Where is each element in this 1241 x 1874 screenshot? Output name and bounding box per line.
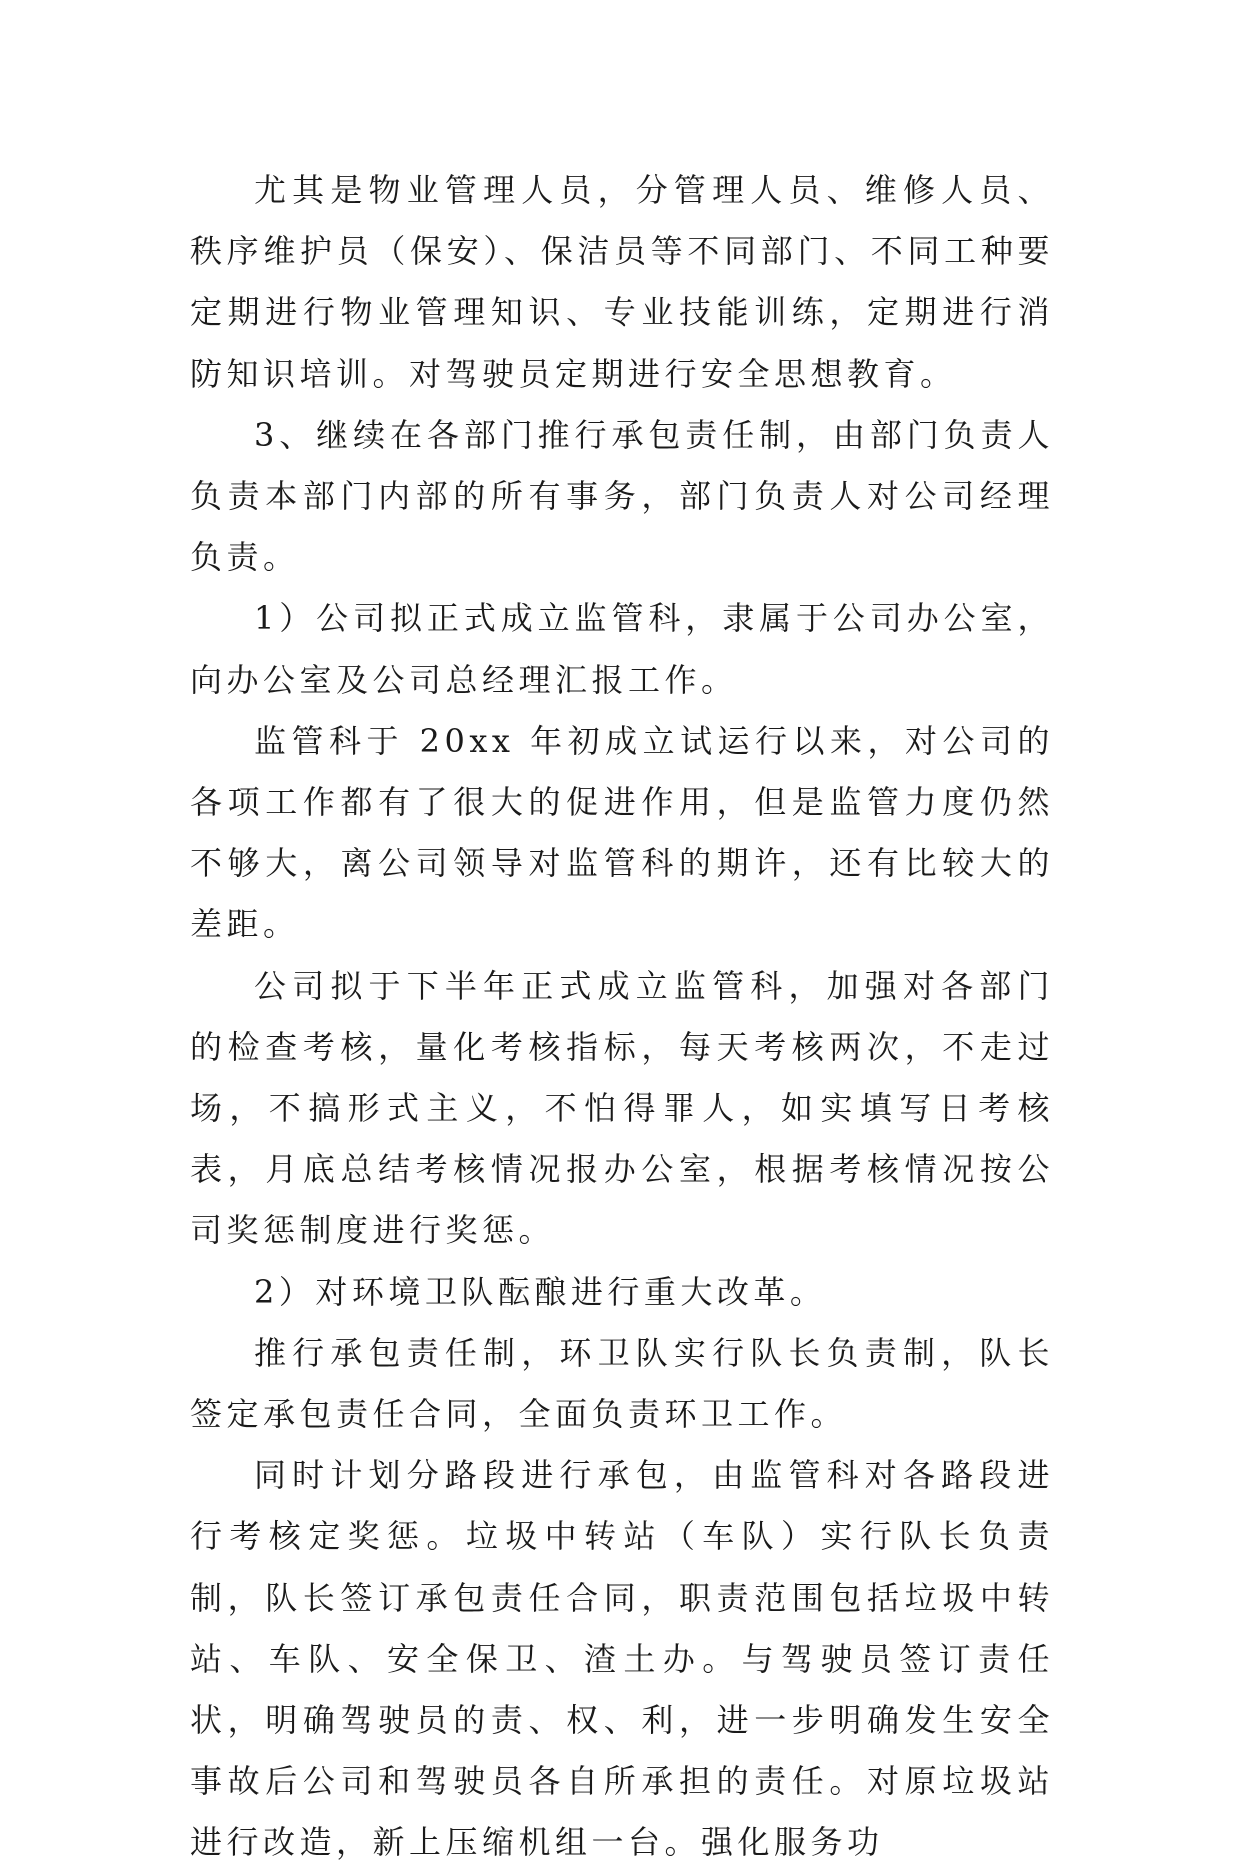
paragraph-sanitation-contract: 推行承包责任制，环卫队实行队长负责制，队长签定承包责任合同，全面负责环卫工作。 xyxy=(190,1333,1054,1434)
paragraph-supervision-dept: 1）公司拟正式成立监管科，隶属于公司办公室，向办公室及公司总经理汇报工作。 xyxy=(190,599,1054,699)
document-body xyxy=(190,160,1054,1874)
paragraph-supervision-plan: 公司拟于下半年正式成立监管科，加强对各部门的检查考核，量化考核指标，每天考核两次，不走过场，不搞形式主义，不怕得罪人，如实填写日考核表，月底总结考核情况报办公室，根据考核情况按公司奖惩制度进行奖惩。 xyxy=(190,966,1054,1250)
paragraph-sanitation-reform: 2）对环境卫队酝酿进行重大改革。 xyxy=(254,1272,827,1311)
paragraph-responsibility-system: 3、继续在各部门推行承包责任制，由部门负责人负责本部门内部的所有事务，部门负责人对公司经理负责。 xyxy=(190,415,1054,577)
paragraph-road-sections: 同时计划分路段进行承包，由监管科对各路段进行考核定奖惩。垃圾中转站（车队）实行队长负责制，队长签订承包责任合同，职责范围包括垃圾中转站、车队、安全保卫、渣土办。与驾驶员签订责任状，明确驾驶员的责、权、利，进一步明确发生安全事故后公司和驾驶员各自所承担的责任。对原垃圾站进行改造，新上压缩机组一台。强化服务功 xyxy=(190,1456,1054,1862)
paragraph-supervision-history: 监管科于 20xx 年初成立试运行以来，对公司的各项工作都有了很大的促进作用，但是监管力度仍然不够大，离公司领导对监管科的期许，还有比较大的差距。 xyxy=(190,721,1054,944)
paragraph-training: 尤其是物业管理人员，分管理人员、维修人员、秩序维护员（保安）、保洁员等不同部门、不同工种要定期进行物业管理知识、专业技能训练，定期进行消防知识培训。对驾驶员定期进行安全思想教育。 xyxy=(190,171,1054,393)
